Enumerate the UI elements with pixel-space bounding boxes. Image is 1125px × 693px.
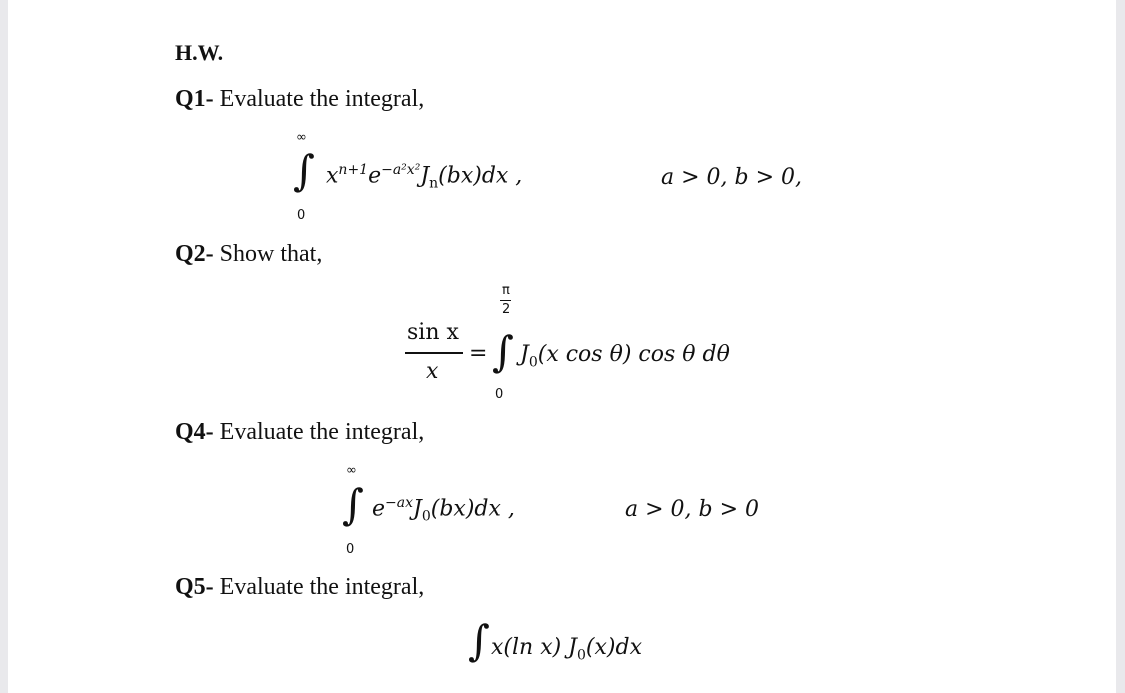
q1-upper-limit: ∞ — [296, 130, 307, 145]
q5-bessel-order: 0 — [577, 647, 586, 664]
q1-exponent-1: n+1 — [338, 162, 369, 178]
q1-bessel-order: n — [429, 175, 439, 192]
q4-upper-limit: ∞ — [346, 463, 357, 478]
question-4-prompt: Evaluate the integral, — [219, 419, 425, 445]
q5-integrand — [491, 635, 642, 663]
question-2-label: Q2- — [175, 241, 214, 267]
q4-exponent: −ax — [385, 495, 414, 511]
q2-bessel: J — [520, 342, 529, 367]
q5-integrand-pre: x(ln x) — [491, 635, 569, 660]
q2-equals-sign: = — [469, 341, 488, 366]
q5-integral-sign: ∫ — [468, 616, 490, 665]
q4-integrand — [372, 495, 515, 525]
question-5-label: Q5- — [175, 574, 214, 600]
q4-bessel: J — [413, 496, 422, 522]
q2-fraction-numerator: sin x — [407, 320, 459, 345]
q1-integral-sign: ∫ — [293, 146, 315, 195]
question-1-prompt: Evaluate the integral, — [219, 86, 425, 112]
q2-upper-limit-numerator: π — [502, 283, 510, 298]
page-title: H.W. — [175, 40, 224, 65]
question-4-heading — [175, 419, 424, 446]
q4-condition: a > 0, b > 0 — [625, 497, 760, 522]
q4-bessel-order: 0 — [421, 508, 431, 525]
q1-bessel: J — [420, 163, 430, 189]
q2-lower-limit: 0 — [495, 387, 504, 402]
q4-e-base: e — [372, 496, 386, 522]
q1-tail: (bx)dx , — [438, 163, 523, 189]
q2-fraction-bar — [405, 352, 463, 354]
q2-fraction-denominator: x — [426, 359, 439, 384]
q1-e-base: e — [368, 163, 382, 189]
question-1-label: Q1- — [175, 86, 214, 112]
q2-tail: (x cos θ) cos θ dθ — [537, 342, 730, 367]
q1-exponent-2: −a²x² — [381, 162, 421, 178]
question-5-heading — [175, 574, 424, 601]
question-2-prompt: Show that, — [219, 241, 323, 267]
question-5-prompt: Evaluate the integral, — [219, 574, 425, 600]
question-1-heading — [175, 86, 424, 113]
q4-tail: (bx)dx , — [430, 496, 515, 522]
q2-integrand — [520, 342, 730, 370]
q2-upper-limit-bar — [500, 300, 511, 301]
question-2-heading — [175, 241, 322, 268]
q4-lower-limit: 0 — [346, 542, 355, 557]
q5-tail: (x)dx — [585, 635, 642, 660]
document-page — [8, 0, 1116, 693]
q1-condition: a > 0, b > 0, — [661, 165, 803, 190]
q2-integral-sign: ∫ — [492, 327, 514, 376]
question-4-label: Q4- — [175, 419, 214, 445]
q4-integral-sign: ∫ — [342, 480, 364, 529]
q2-upper-limit-denominator: 2 — [502, 302, 511, 317]
q1-integrand — [326, 162, 522, 192]
q1-base: x — [326, 163, 339, 189]
q5-bessel: J — [568, 635, 577, 660]
q1-lower-limit: 0 — [297, 208, 306, 223]
q2-bessel-order: 0 — [528, 354, 538, 371]
